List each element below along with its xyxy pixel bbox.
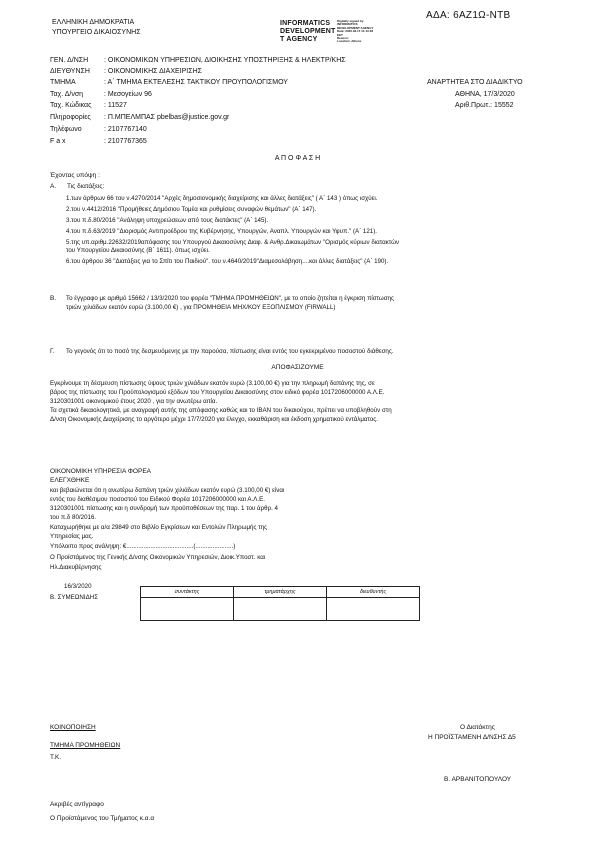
ada-code: ΑΔΑ: 6ΑΖ1Ω-ΝΤΒ xyxy=(426,10,511,21)
sig-detail: Date: 2020.03.17 11:13:18 xyxy=(337,29,374,34)
row-value: : 2107767140 xyxy=(104,126,147,133)
digital-signature-stamp xyxy=(280,20,335,44)
row-value: : 11527 xyxy=(104,102,127,109)
ministry-name: ΥΠΟΥΡΓΕΙΟ ΔΙΚΑΙΟΣΥΝΗΣ xyxy=(52,29,141,36)
sig-header-author: συντάκτης xyxy=(141,587,234,598)
sig-detail: DEVELOPMENT AGENCY xyxy=(337,25,374,30)
row-label: ΓΕΝ. Δ/ΝΣΗ xyxy=(50,57,89,64)
section-b-line: τριών χιλιάδων εκατόν ευρώ (3.100,00 €) , για ΠΡΟΜΗΘΕΙΑ ΜΗΧ/ΚΟΥ ΕΞΟΠΛΙΣΜΟΥ (FIRWALL) xyxy=(66,304,336,311)
sig-detail: Digitally signed by xyxy=(337,19,364,23)
section-b-marker: Β. xyxy=(50,295,57,302)
footer-certified-copy: Ακριβές αντίγραφο xyxy=(50,801,104,808)
decide-line: Δ/νση Οικονομικής Διαχείρισης το αργότερο μέχρι 17/7/2020 για έλεγχο, εκκαθάριση και έκδοση χρηματικού εντάλματος. xyxy=(50,416,378,423)
control-checked: ΕΛΕΓΧΘΗΚΕ xyxy=(50,477,90,484)
sig-header-director: διευθυντής xyxy=(327,587,420,598)
control-line: Ηλ.Διακυβέρνησης xyxy=(50,564,102,571)
row-value: : 2107767365 xyxy=(104,138,147,145)
signature-table xyxy=(140,586,420,621)
header-row-directorate xyxy=(50,67,202,76)
section-a-marker: Α. xyxy=(50,183,57,190)
country-name: ΕΛΛΗΝΙΚΗ ΔΗΜΟΚΡΑΤΙΑ xyxy=(52,19,135,26)
control-line: Υπηρεσίας μας. xyxy=(50,533,94,540)
row-label: Πληροφορίες xyxy=(50,114,91,121)
header-row-postcode xyxy=(50,101,127,110)
decide-line: Τα σχετικά δικαιολογητικά, με αναγραφή αυτής της απόφασης καθώς και το IBAN του δικαιούχου, πρέπει να υποβληθούν στη xyxy=(50,407,392,414)
row-label: Τηλέφωνο xyxy=(50,126,82,133)
decide-title: ΑΠΟΦΑΣΙΖΟΥΜΕ xyxy=(271,364,324,371)
control-signer: Β. ΣΥΜΕΩΝΙΔΗΣ xyxy=(50,594,99,601)
distribution-title: ΚΟΙΝΟΠΟΙΗΣΗ xyxy=(50,724,96,731)
signatory-role: Ο Διατάκτης xyxy=(460,724,495,731)
section-a-item: 1.των άρθρων 66 του ν.4270/2014 "Αρχές δημοσιονομικής διαχείρισης και άλλες διατάξεις" ( Α΄ 143 ) όπως ισχύει. xyxy=(66,195,378,202)
logo-line-3: T AGENCY xyxy=(280,36,318,43)
distribution-tk: Τ.Κ. xyxy=(50,754,62,761)
control-line: και βεβαιώνεται ότι η ανωτέρω δαπάνη τριών χιλιάδων εκατόν ευρώ (3.100,00 €) είναι xyxy=(50,487,285,494)
header-row-fax xyxy=(50,137,147,146)
sig-detail: INFORMATICS xyxy=(337,22,358,27)
header-row-address xyxy=(50,90,152,99)
distribution-to: ΤΜΗΜΑ ΠΡΟΜΗΘΕΙΩΝ xyxy=(50,742,121,749)
decision-title: Α Π Ο Φ Α Σ Η xyxy=(274,155,321,162)
control-date: 16/3/2020 xyxy=(64,583,92,590)
logo-line-2: DEVELOPMENT xyxy=(280,28,336,35)
header-row-gen-dnsi xyxy=(50,56,346,65)
decide-line: Εγκρίνουμε τη δέσμευση πίστωσης ύψους τριών χιλιάδων εκατόν ευρώ (3.100,00 €) για την πληρωμή δαπάνης της, σε xyxy=(50,380,375,387)
decide-line: βάρος της πίστωσης του Προϋπολογισμού εξόδων του Υπουργείου Δικαιοσύνης στον ειδικό φορέα 1017206000000 Α.Λ.Ε. xyxy=(50,389,385,396)
control-line: Ο Προϊστάμενος της Γενικής Δ/νσης Οικονομικών Υπηρεσιών, Διοικ.Υποστ. και xyxy=(50,554,266,561)
footer-department-head: Ο Προϊστάμενος του Τμήματος κ.α.α xyxy=(50,815,155,822)
row-value: : Π.ΜΠΕΛΜΠΑΣ pbelbas@justice.gov.gr xyxy=(104,114,230,121)
signatory-name: Β. ΑΡΒΑΝΙΤΟΠΟΥΛΟΥ xyxy=(444,776,512,783)
section-b-line: Το έγγραφο με αριθμό 15662 / 13/3/2020 του φορέα "ΤΜΗΜΑ ΠΡΟΜΗΘΕΙΩΝ", με το οποίο ζητείται η έγκριση πίστωσης xyxy=(66,295,394,302)
section-a-item: 6.του άρθρου 36 "Διατάξεις για το Σπίτι του Παιδιού". του ν.4640/2019"Διαμεσολάβηση....και άλλες διατάξεις" (Α΄ 190). xyxy=(66,258,389,265)
decide-line: 3120301001 οικονομικού έτους 2020 , για την ανωτέρω αιτία. xyxy=(50,398,218,405)
section-c-marker: Γ. xyxy=(50,348,55,355)
logo-line-1: INFORMATICS xyxy=(280,20,331,27)
row-value: : Α΄ ΤΜΗΜΑ ΕΚΤΕΛΕΣΗΣ ΤΑΚΤΙΚΟΥ ΠΡΟΥΠΟΛΟΓΙΣΜΟΥ xyxy=(104,79,288,86)
sig-detail: EET xyxy=(337,32,343,37)
section-a-item: 4.του π.δ.63/2019 "Διορισμός Αντιπροέδρου της Κυβέρνησης, Υπουργών, Αναπλ. Υπουργών και Υφυπ." (Α΄ 121). xyxy=(66,228,378,235)
control-unit: ΟΙΚΟΝΟΜΙΚΗ ΥΠΗΡΕΣΙΑ ΦΟΡΕΑ xyxy=(50,468,151,475)
control-line: 3120301001 πίστωσης και η συνδρομή των προϋποθέσεων της παρ. 1 του άρθρ. 4 xyxy=(50,505,278,512)
header-row-info xyxy=(50,113,229,122)
protocol-number: Αριθ.Πρωτ.: 15552 xyxy=(455,102,514,109)
control-line: Υπόλοιπο προς ανάληψη: €.......................................(......................) xyxy=(50,543,236,550)
row-label: Ταχ. Δ/νση xyxy=(50,91,84,98)
control-line: Καταχωρήθηκε με α/α 29849 στο Βιβλίο Εγκρίσεων και Εντολών Πληρωμής της xyxy=(50,524,268,531)
header-row-department xyxy=(50,78,288,87)
considering-label: Έχοντας υπόψη : xyxy=(50,172,100,179)
row-label: Ταχ. Κώδικας xyxy=(50,102,92,109)
row-label: ΔΙΕΥΘΥΝΣΗ xyxy=(50,68,90,75)
row-label: ΤΜΗΜΑ xyxy=(50,79,76,86)
header-row-phone xyxy=(50,125,147,134)
section-a-item: 2.του ν.4412/2016 "Προμήθειες Δημόσιου Τομέα και ρυθμίσεις συναφών θεμάτων" (Α΄ 147). xyxy=(66,206,317,213)
sig-header-section-head: τμηματάρχης xyxy=(234,587,327,598)
control-line: του π.δ 80/2016. xyxy=(50,514,97,521)
section-a-title: Τις διατάξεις: xyxy=(67,183,105,190)
row-value: : Μεσογείων 96 xyxy=(104,91,152,98)
control-line: εντός του διαθέσιμου ποσοστού του Ειδικού Φορέα 1017206000000 και Α.Λ.Ε. xyxy=(50,496,265,503)
sig-detail: Location: Athens xyxy=(337,39,362,44)
row-label: F a x xyxy=(50,138,66,145)
row-value: : ΟΙΚΟΝΟΜΙΚΩΝ ΥΠΗΡΕΣΙΩΝ, ΔΙΟΙΚΗΣΗΣ ΥΠΟΣΤΗΡΙΞΗΣ & ΗΛΕΚΤΡ/ΚΗΣ xyxy=(104,57,346,64)
section-a-item: 5.της υπ.αριθμ.22632/2019απόφασης του Υπουργού Δικαιοσύνης Διαφ. & Ανθρ.Δικαιωμάτων "Ορισμός κύριων διατακτών xyxy=(66,239,400,246)
sig-cell-section-head xyxy=(234,598,327,621)
sig-cell-author xyxy=(141,598,234,621)
signatory-title: Η ΠΡΟΪΣΤΑΜΕΝΗ Δ/ΝΣΗΣ Δ5 xyxy=(428,734,516,741)
posted-online: ΑΝΑΡΤΗΤΕΑ ΣΤΟ ΔΙΑΔΙΚΤΥΟ xyxy=(427,79,523,86)
document-date: ΑΘΗΝΑ, 17/3/2020 xyxy=(455,91,515,98)
sig-detail: Reason: xyxy=(337,36,349,41)
sig-cell-director xyxy=(327,598,420,621)
section-a-item: του Υπουργείου Δικαιοσύνης (Β΄ 1611). όπως ισχύει. xyxy=(66,247,210,254)
section-a-item: 3.του π.δ.80/2016 "Ανάληψη υποχρεώσεων από τους διατάκτες" (Α΄ 145). xyxy=(66,217,269,224)
signature-details xyxy=(337,20,373,44)
row-value: : ΟΙΚΟΝΟΜΙΚΗΣ ΔΙΑΧΕΙΡΙΣΗΣ xyxy=(104,68,202,75)
section-c-text: Το γεγονός ότι το ποσό της δεσμευόμενης με την παρούσα, πίστωσης είναι εντός του εγκεκριμένου ποσοστού διάθεσης. xyxy=(66,348,394,355)
